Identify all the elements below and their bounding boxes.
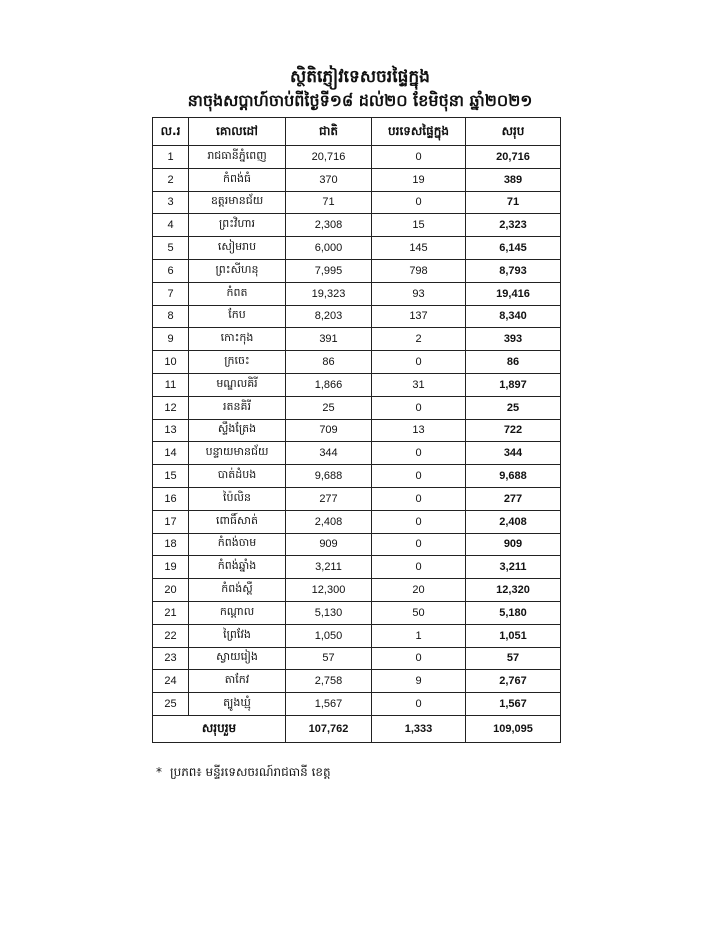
header-total: សរុប	[466, 118, 561, 146]
row-number: 10	[153, 351, 189, 374]
row-domestic: 57	[286, 647, 372, 670]
header-destination: គោលដៅ	[189, 118, 286, 146]
table-body	[153, 146, 561, 716]
source-footnote	[156, 763, 331, 781]
table-row	[153, 351, 561, 374]
row-province: មណ្ឌលគិរី	[189, 373, 286, 396]
row-domestic: 344	[286, 442, 372, 465]
row-foreign: 145	[372, 237, 466, 260]
table-row	[153, 191, 561, 214]
row-foreign: 798	[372, 259, 466, 282]
row-total: 2,767	[466, 670, 561, 693]
tourist-statistics-table	[152, 117, 561, 743]
table-row	[153, 442, 561, 465]
row-number: 13	[153, 419, 189, 442]
row-province: កំពង់ស្ពឺ	[189, 579, 286, 602]
row-domestic: 8,203	[286, 305, 372, 328]
row-number: 12	[153, 396, 189, 419]
row-total: 1,567	[466, 693, 561, 716]
row-number: 9	[153, 328, 189, 351]
row-foreign: 137	[372, 305, 466, 328]
table-row	[153, 465, 561, 488]
row-domestic: 71	[286, 191, 372, 214]
row-province: កំពង់ចាម	[189, 533, 286, 556]
row-foreign: 0	[372, 556, 466, 579]
table-row	[153, 419, 561, 442]
row-province: កំពត	[189, 282, 286, 305]
row-province: រតនគិរី	[189, 396, 286, 419]
row-number: 15	[153, 465, 189, 488]
row-total: 722	[466, 419, 561, 442]
row-number: 22	[153, 624, 189, 647]
table-row	[153, 168, 561, 191]
row-domestic: 20,716	[286, 146, 372, 169]
row-province: បាត់ដំបង	[189, 465, 286, 488]
row-total: 5,180	[466, 601, 561, 624]
row-total: 3,211	[466, 556, 561, 579]
row-foreign: 20	[372, 579, 466, 602]
row-total: 2,408	[466, 510, 561, 533]
row-number: 2	[153, 168, 189, 191]
row-number: 11	[153, 373, 189, 396]
table-row	[153, 579, 561, 602]
row-total: 9,688	[466, 465, 561, 488]
row-number: 18	[153, 533, 189, 556]
row-domestic: 277	[286, 487, 372, 510]
row-total: 20,716	[466, 146, 561, 169]
row-domestic: 7,995	[286, 259, 372, 282]
row-number: 20	[153, 579, 189, 602]
row-province: ព្រះសីហនុ	[189, 259, 286, 282]
row-province: កំពង់ធំ	[189, 168, 286, 191]
row-number: 25	[153, 693, 189, 716]
row-domestic: 6,000	[286, 237, 372, 260]
row-domestic: 5,130	[286, 601, 372, 624]
table-row	[153, 670, 561, 693]
row-total: 71	[466, 191, 561, 214]
row-foreign: 19	[372, 168, 466, 191]
row-foreign: 0	[372, 442, 466, 465]
row-foreign: 0	[372, 146, 466, 169]
row-domestic: 1,050	[286, 624, 372, 647]
row-total: 6,145	[466, 237, 561, 260]
row-foreign: 2	[372, 328, 466, 351]
table-row	[153, 693, 561, 716]
row-total: 393	[466, 328, 561, 351]
row-domestic: 370	[286, 168, 372, 191]
row-province: កែប	[189, 305, 286, 328]
table-row	[153, 237, 561, 260]
row-domestic: 2,758	[286, 670, 372, 693]
row-foreign: 50	[372, 601, 466, 624]
row-total: 8,340	[466, 305, 561, 328]
table-row	[153, 556, 561, 579]
footnote-text: ប្រភព៖ មន្ទីរទេសចរណ៍រាជធានី ខេត្ត	[170, 765, 331, 779]
row-number: 6	[153, 259, 189, 282]
row-foreign: 0	[372, 351, 466, 374]
row-foreign: 0	[372, 465, 466, 488]
table-row	[153, 146, 561, 169]
row-domestic: 12,300	[286, 579, 372, 602]
row-total: 12,320	[466, 579, 561, 602]
row-total: 277	[466, 487, 561, 510]
row-province: បន្ទាយមានជ័យ	[189, 442, 286, 465]
row-foreign: 9	[372, 670, 466, 693]
row-foreign: 13	[372, 419, 466, 442]
row-domestic: 1,866	[286, 373, 372, 396]
row-domestic: 2,308	[286, 214, 372, 237]
footnote-marker: *	[156, 765, 162, 779]
grand-total-foreign: 1,333	[372, 715, 466, 742]
table-row	[153, 373, 561, 396]
table-row	[153, 510, 561, 533]
table-row	[153, 624, 561, 647]
row-number: 16	[153, 487, 189, 510]
table-row	[153, 282, 561, 305]
row-domestic: 9,688	[286, 465, 372, 488]
row-foreign: 31	[372, 373, 466, 396]
row-foreign: 1	[372, 624, 466, 647]
table-row	[153, 533, 561, 556]
row-foreign: 0	[372, 191, 466, 214]
row-number: 21	[153, 601, 189, 624]
document-title: ស្ថិតិភ្ញៀវទេសចរផ្ទៃក្នុង	[290, 67, 430, 87]
row-number: 4	[153, 214, 189, 237]
row-total: 19,416	[466, 282, 561, 305]
row-province: សៀមរាប	[189, 237, 286, 260]
row-total: 2,323	[466, 214, 561, 237]
table-row	[153, 487, 561, 510]
row-province: តាកែវ	[189, 670, 286, 693]
row-number: 8	[153, 305, 189, 328]
row-number: 19	[153, 556, 189, 579]
row-number: 1	[153, 146, 189, 169]
table-row	[153, 305, 561, 328]
row-province: ព្រះវិហារ	[189, 214, 286, 237]
row-foreign: 0	[372, 396, 466, 419]
header-number: ល.រ	[153, 118, 189, 146]
row-number: 17	[153, 510, 189, 533]
row-province: ស្ទឹងត្រែង	[189, 419, 286, 442]
row-domestic: 709	[286, 419, 372, 442]
row-province: កណ្តាល	[189, 601, 286, 624]
row-total: 909	[466, 533, 561, 556]
grand-total-domestic: 107,762	[286, 715, 372, 742]
grand-total-row	[153, 715, 561, 742]
document-subtitle: នាចុងសប្តាហ៍ចាប់ពីថ្ងៃទី១៨ ដល់២០ ខែមិថុនា ឆ្នាំ២០២១	[187, 91, 533, 110]
row-number: 3	[153, 191, 189, 214]
row-province: ព្រៃវែង	[189, 624, 286, 647]
row-foreign: 0	[372, 510, 466, 533]
row-foreign: 15	[372, 214, 466, 237]
row-domestic: 19,323	[286, 282, 372, 305]
table-row	[153, 214, 561, 237]
row-number: 24	[153, 670, 189, 693]
row-province: ពោធិ៍សាត់	[189, 510, 286, 533]
table-row	[153, 328, 561, 351]
grand-total-total: 109,095	[466, 715, 561, 742]
row-total: 25	[466, 396, 561, 419]
row-number: 7	[153, 282, 189, 305]
row-total: 1,051	[466, 624, 561, 647]
row-domestic: 2,408	[286, 510, 372, 533]
row-province: ស្វាយរៀង	[189, 647, 286, 670]
header-foreign: បរទេសផ្ទៃក្នុង	[372, 118, 466, 146]
table-row	[153, 259, 561, 282]
header-domestic: ជាតិ	[286, 118, 372, 146]
row-total: 86	[466, 351, 561, 374]
row-province: កោះកុង	[189, 328, 286, 351]
row-foreign: 93	[372, 282, 466, 305]
row-domestic: 86	[286, 351, 372, 374]
row-number: 5	[153, 237, 189, 260]
table-row	[153, 601, 561, 624]
row-province: ត្បូងឃ្មុំ	[189, 693, 286, 716]
row-total: 1,897	[466, 373, 561, 396]
row-foreign: 0	[372, 533, 466, 556]
row-number: 14	[153, 442, 189, 465]
table-row	[153, 396, 561, 419]
row-foreign: 0	[372, 693, 466, 716]
row-total: 8,793	[466, 259, 561, 282]
row-foreign: 0	[372, 487, 466, 510]
row-province: រាជធានីភ្នំពេញ	[189, 146, 286, 169]
row-foreign: 0	[372, 647, 466, 670]
row-total: 389	[466, 168, 561, 191]
row-total: 57	[466, 647, 561, 670]
table-row	[153, 647, 561, 670]
row-domestic: 909	[286, 533, 372, 556]
grand-total-label: សរុបរួម	[153, 715, 286, 742]
row-province: ប៉ៃលិន	[189, 487, 286, 510]
row-domestic: 391	[286, 328, 372, 351]
table-header-row	[153, 118, 561, 146]
row-number: 23	[153, 647, 189, 670]
row-domestic: 1,567	[286, 693, 372, 716]
row-province: កំពង់ឆ្នាំង	[189, 556, 286, 579]
row-domestic: 3,211	[286, 556, 372, 579]
row-total: 344	[466, 442, 561, 465]
row-province: ក្រចេះ	[189, 351, 286, 374]
row-domestic: 25	[286, 396, 372, 419]
row-province: ឧត្តរមានជ័យ	[189, 191, 286, 214]
